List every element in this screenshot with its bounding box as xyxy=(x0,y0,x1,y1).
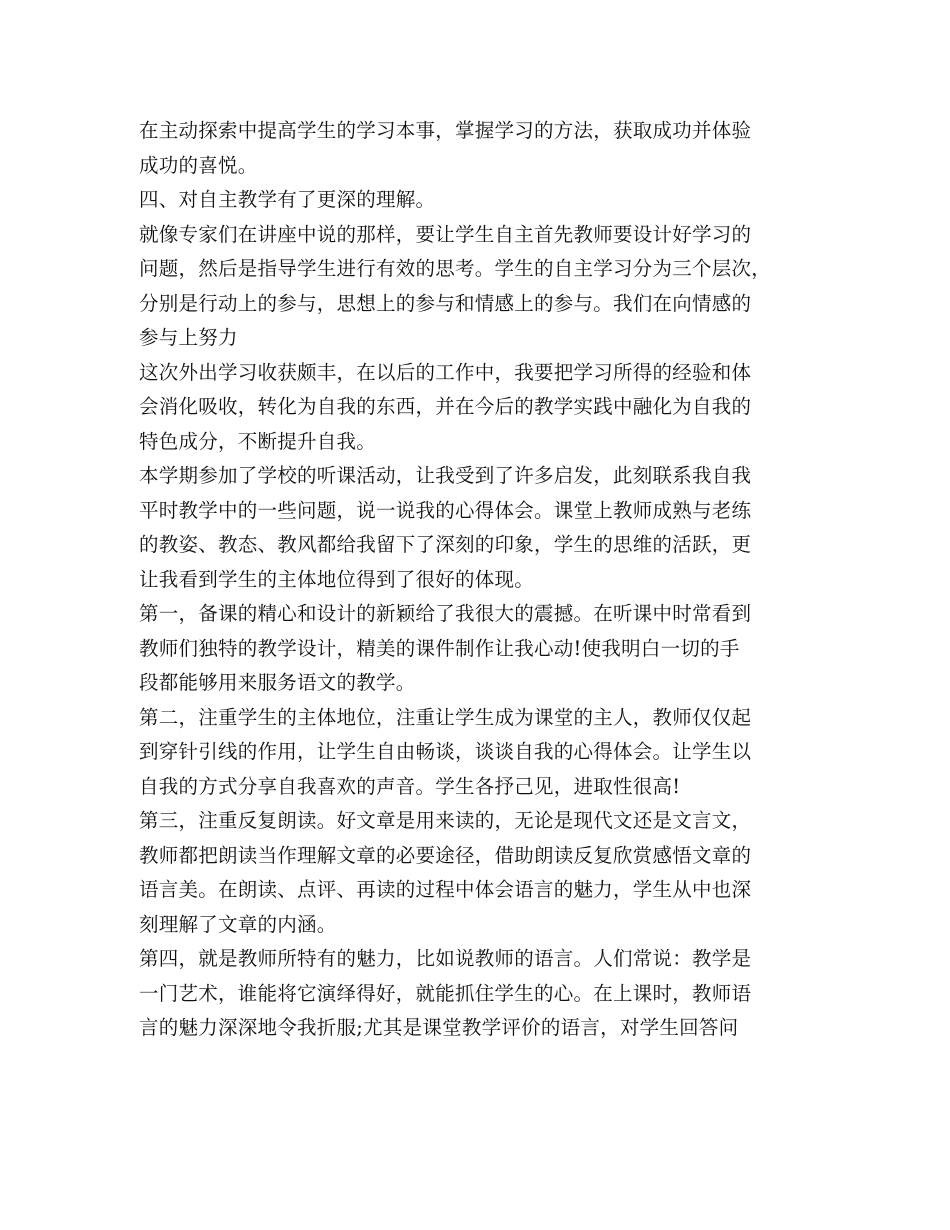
text-line: 第二，注重学生的主体地位，注重让学生成为课堂的主人，教师仅仅起 xyxy=(139,705,752,729)
text-line: 第一，备课的精心和设计的新颖给了我很大的震撼。在听课中时常看到 xyxy=(139,602,752,625)
text-line: 让我看到学生的主体地位得到了很好的体现。 xyxy=(139,567,535,591)
text-line: 特色成分，不断提升自我。 xyxy=(139,429,377,453)
text-line: 语言美。在朗读、点评、再读的过程中体会语言的魅力，学生从中也深 xyxy=(139,878,752,901)
text-line: 本学期参加了学校的听课活动，让我受到了许多启发，此刻联系我自我 xyxy=(139,464,752,487)
text-line: 平时教学中的一些问题，说一说我的心得体会。课堂上教师成熟与老练 xyxy=(139,498,752,522)
text-line: 言的魅力深深地令我折服;尤其是课堂教学评价的语言，对学生回答问 xyxy=(139,1016,739,1039)
section-heading: 四、对自主教学有了更深的理解。 xyxy=(139,188,436,211)
text-line: 就像专家们在讲座中说的那样，要让学生自主首先教师要设计好学习的 xyxy=(139,222,752,246)
text-line: 到穿针引线的作用，让学生自由畅谈，谈谈自我的心得体会。让学生以 xyxy=(139,740,752,763)
text-line: 会消化吸收，转化为自我的东西，并在今后的教学实践中融化为自我的 xyxy=(139,395,752,418)
text-line: 教师们独特的教学设计，精美的课件制作让我心动!使我明白一切的手 xyxy=(139,636,740,660)
text-line: 第三，注重反复朗读。好文章是用来读的，无论是现代文还是文言文， xyxy=(139,809,752,832)
text-line: 在主动探索中提高学生的学习本事，掌握学习的方法，获取成功并体验 xyxy=(139,119,752,142)
text-line: 的教姿、教态、教风都给我留下了深刻的印象，学生的思维的活跃，更 xyxy=(139,533,752,556)
text-line: 分别是行动上的参与，思想上的参与和情感上的参与。我们在向情感的 xyxy=(139,291,752,315)
document-body xyxy=(139,114,819,1046)
text-line: 段都能够用来服务语文的教学。 xyxy=(139,671,416,694)
text-line: 第四，就是教师所特有的魅力，比如说教师的语言。人们常说：教学是 xyxy=(139,947,752,970)
text-line: 问题，然后是指导学生进行有效的思考。学生的自主学习分为三个层次， xyxy=(139,257,772,280)
text-line: 一门艺术，谁能将它演绎得好，就能抓住学生的心。在上课时，教师语 xyxy=(139,981,752,1005)
text-line: 自我的方式分享自我喜欢的声音。学生各抒己见，进取性很高! xyxy=(139,774,681,798)
text-line: 刻理解了文章的内涵。 xyxy=(139,912,337,936)
text-line: 这次外出学习收获颇丰，在以后的工作中，我要把学习所得的经验和体 xyxy=(139,360,752,384)
text-line: 参与上努力 xyxy=(139,326,238,349)
text-line: 教师都把朗读当作理解文章的必要途径，借助朗读反复欣赏感悟文章的 xyxy=(139,843,752,867)
text-line: 成功的喜悦。 xyxy=(139,153,258,177)
